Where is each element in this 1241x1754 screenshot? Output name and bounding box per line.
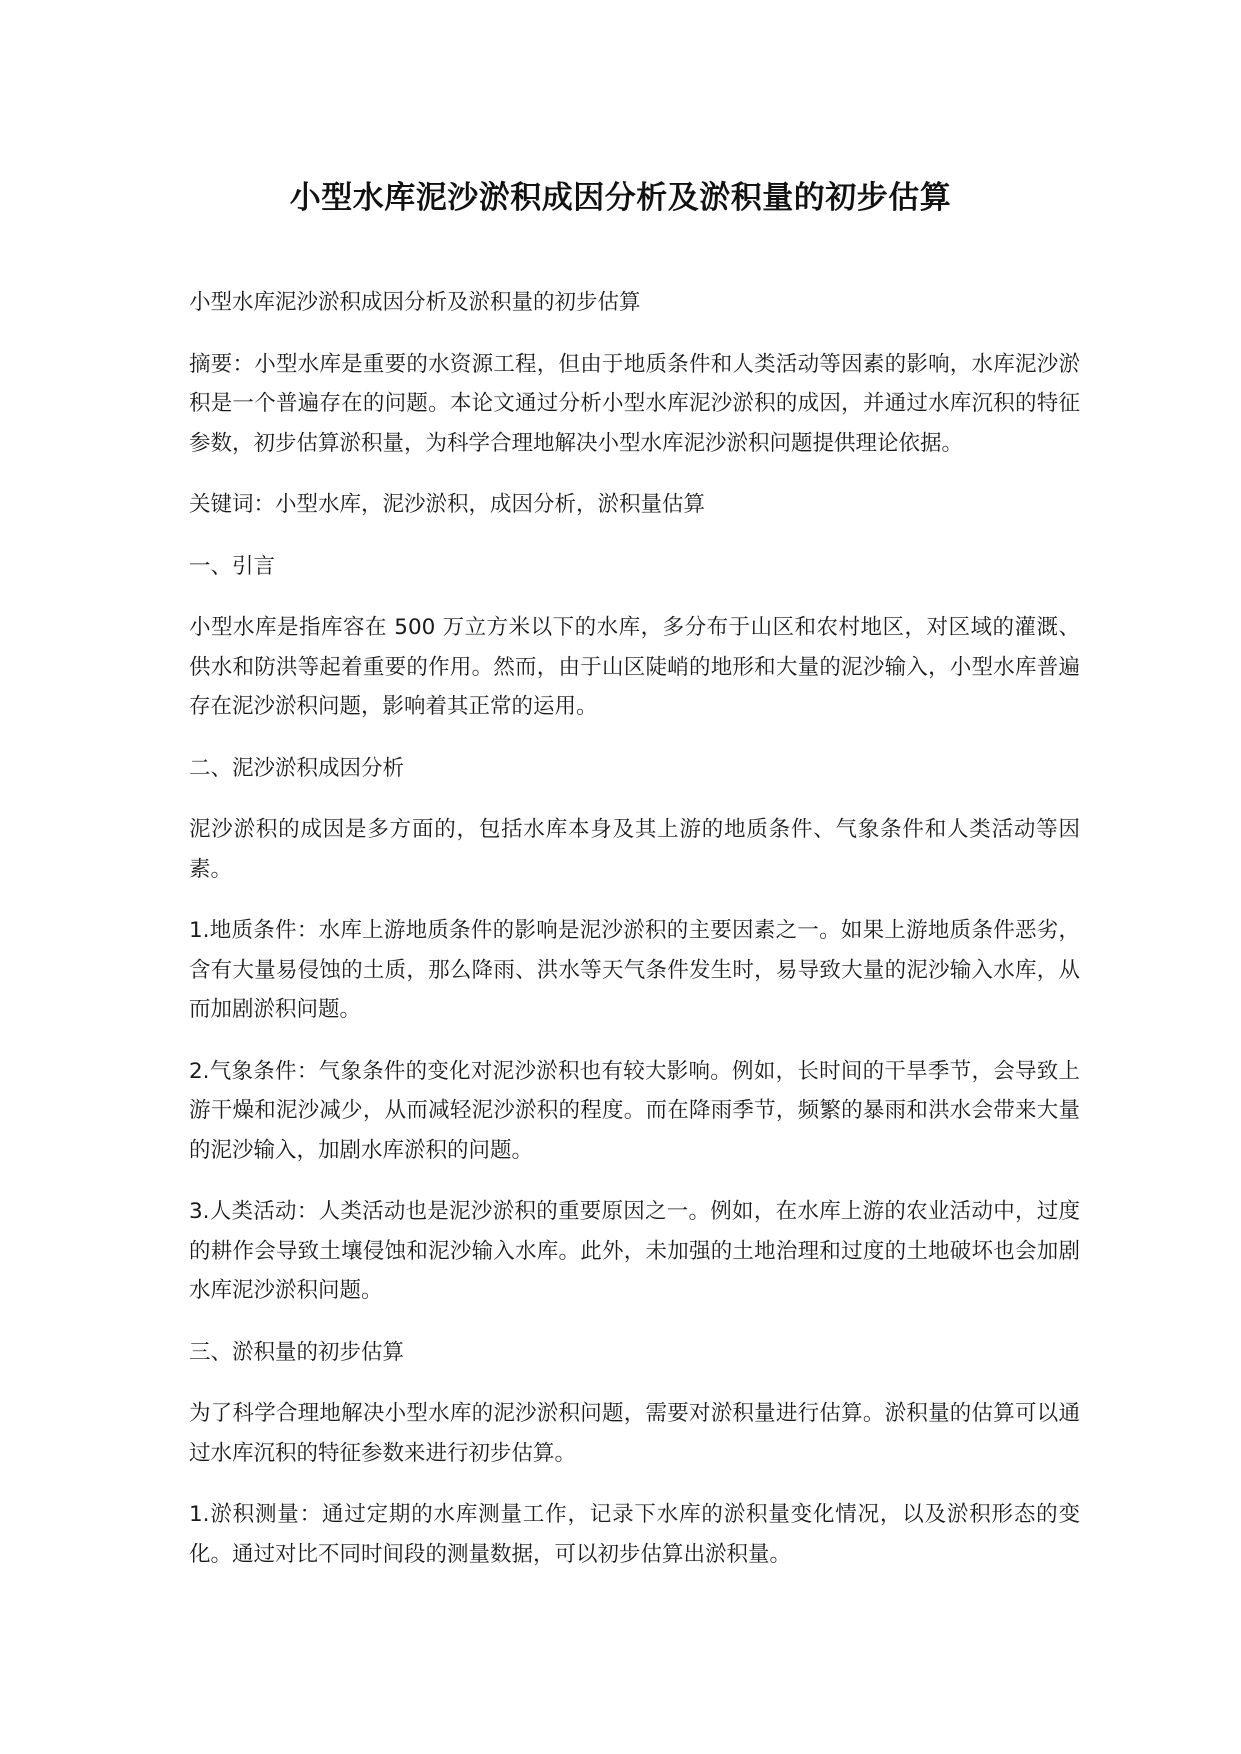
abstract-paragraph: 摘要：小型水库是重要的水资源工程，但由于地质条件和人类活动等因素的影响，水库泥沙淤积是一个普遍存在的问题。本论文通过分析小型水库泥沙淤积的成因，并通过水库沉积的特征参数，初步估算淤积量，为科学合理地解决小型水库泥沙淤积问题提供理论依据。	[189, 351, 1080, 456]
human-activity-paragraph: 3.人类活动：人类活动也是泥沙淤积的重要原因之一。例如，在水库上游的农业活动中，过度的耕作会导致土壤侵蚀和泥沙输入水库。此外，未加强的土地治理和过度的土地破坏也会加剧水库泥沙淤积问题。	[189, 1199, 1080, 1303]
introduction-paragraph: 小型水库是指库容在 500 万立方米以下的水库，多分布于山区和农村地区，对区域的灌溉、供水和防洪等起着重要的作用。然而，由于山区陡峭的地形和大量的泥沙输入，小型水库普遍存在泥沙淤积问题，影响着其正常的运用。	[189, 615, 1080, 719]
section-heading-introduction: 一、引言	[189, 553, 276, 579]
keywords-paragraph: 关键词：小型水库，泥沙淤积，成因分析，淤积量估算	[189, 492, 706, 517]
estimation-intro-paragraph: 为了科学合理地解决小型水库的泥沙淤积问题，需要对淤积量进行估算。淤积量的估算可以通过水库沉积的特征参数来进行初步估算。	[189, 1401, 1080, 1466]
weather-paragraph: 2.气象条件：气象条件的变化对泥沙淤积也有较大影响。例如，长时间的干旱季节，会导致上游干燥和泥沙减少，从而减轻泥沙淤积的程度。而在降雨季节，频繁的暴雨和洪水会带来大量的泥沙输入，加剧水库淤积的问题。	[189, 1058, 1080, 1163]
subtitle-paragraph: 小型水库泥沙淤积成因分析及淤积量的初步估算	[189, 290, 641, 315]
section-heading-causes: 二、泥沙淤积成因分析	[189, 755, 405, 781]
document-body	[189, 283, 1080, 1596]
section-heading-estimation: 三、淤积量的初步估算	[189, 1339, 405, 1365]
document-title: 小型水库泥沙淤积成因分析及淤积量的初步估算	[289, 180, 952, 216]
causes-intro-paragraph: 泥沙淤积的成因是多方面的，包括水库本身及其上游的地质条件、气象条件和人类活动等因素。	[189, 817, 1080, 882]
geology-paragraph: 1.地质条件：水库上游地质条件的影响是泥沙淤积的主要因素之一。如果上游地质条件恶劣，含有大量易侵蚀的土质，那么降雨、洪水等天气条件发生时，易导致大量的泥沙输入水库，从而加剧淤积问题。	[189, 918, 1080, 1022]
sediment-measurement-paragraph: 1.淤积测量：通过定期的水库测量工作，记录下水库的淤积量变化情况，以及淤积形态的变化。通过对比不同时间段的测量数据，可以初步估算出淤积量。	[189, 1502, 1080, 1567]
